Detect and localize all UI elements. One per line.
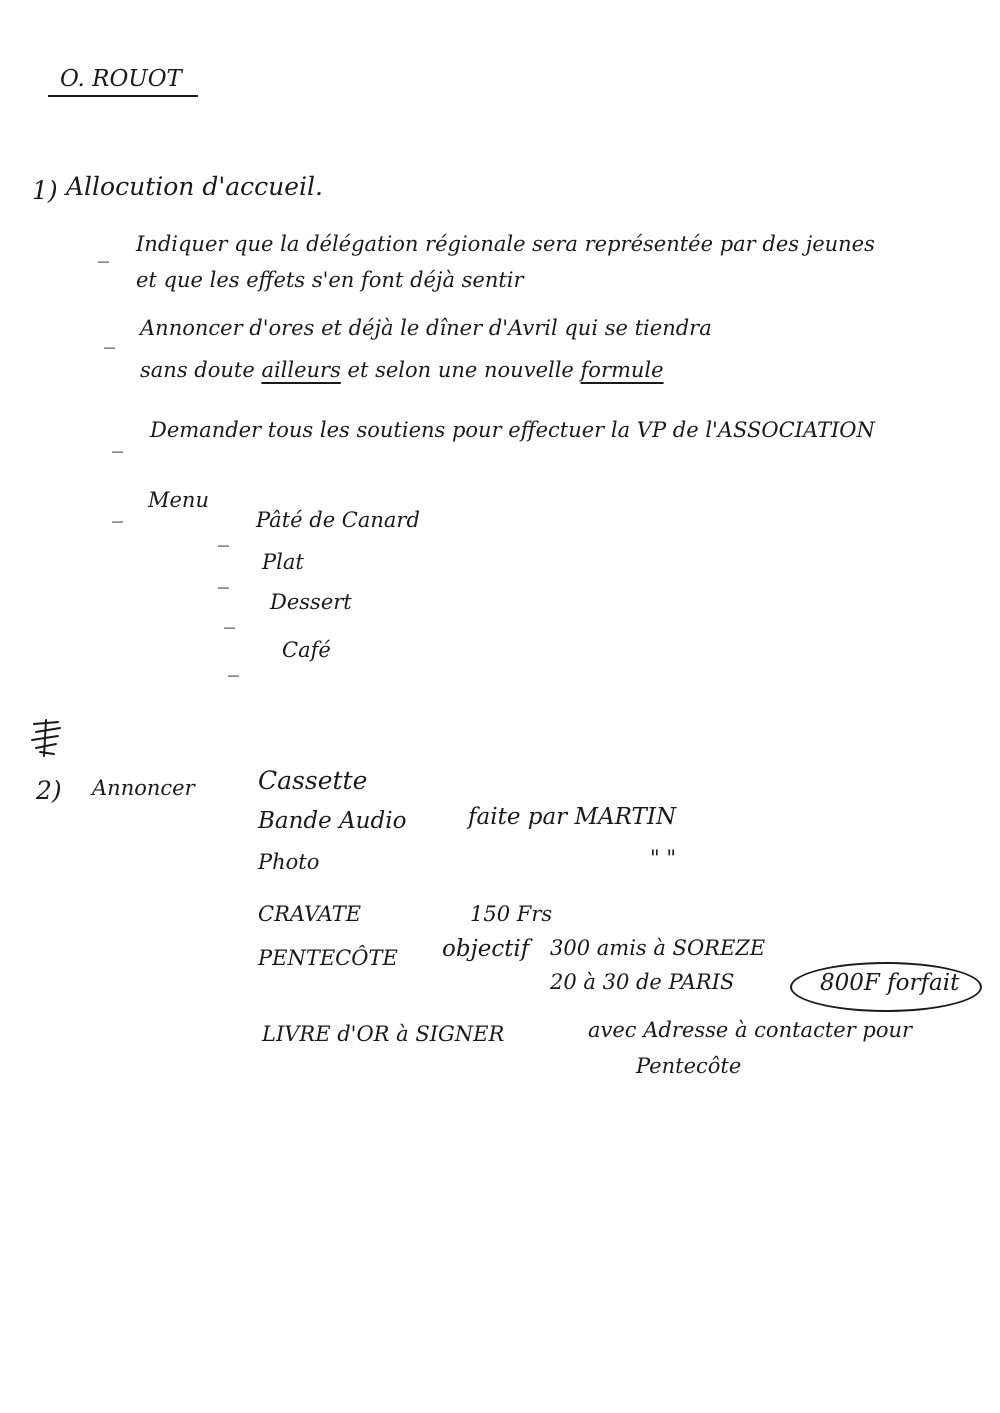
item-pentecote-line2: 20 à 30 de PARIS xyxy=(550,970,735,994)
item-pentecote-line1: 300 amis à SOREZE xyxy=(550,936,766,960)
item-livre-dor-line1: avec Adresse à contacter pour xyxy=(588,1018,913,1042)
bullet2-line2 xyxy=(140,360,664,381)
bullet2-dash: _ xyxy=(104,324,115,349)
author-underline xyxy=(48,95,198,97)
menu-label: Menu xyxy=(148,488,209,512)
scribble-mark xyxy=(28,718,64,758)
bullet1-line2: et que les effets s'en font déjà sentir xyxy=(136,268,524,292)
section2-title: Annoncer xyxy=(92,776,195,800)
section1-title: Allocution d'accueil. xyxy=(66,172,323,201)
menu-item4-dash: _ xyxy=(228,652,239,677)
item-cravate: CRAVATE xyxy=(258,902,362,926)
menu-item3: Dessert xyxy=(270,590,352,614)
bullet2-underlined-word-1: ailleurs xyxy=(261,358,341,382)
bullet3-dash: _ xyxy=(112,428,123,453)
item-bande-audio: Bande Audio xyxy=(258,808,407,834)
item-photo-ditto: " " xyxy=(650,846,676,870)
bullet2-line1: Annoncer d'ores et déjà le dîner d'Avril qui se tiendra xyxy=(140,316,712,340)
item-bande-audio-note: faite par MARTIN xyxy=(468,804,677,830)
bullet1-dash: _ xyxy=(98,238,109,263)
menu-item1: Pâté de Canard xyxy=(256,508,420,532)
menu-item3-dash: _ xyxy=(224,604,235,629)
menu-item4: Café xyxy=(282,638,331,662)
author-name: O. ROUOT xyxy=(60,66,182,92)
bullet1-line1: Indiquer que la délégation régionale sera représentée par des jeunes xyxy=(136,232,875,256)
item-pentecote: PENTECÔTE xyxy=(258,946,398,970)
item-cassette: Cassette xyxy=(258,766,368,795)
section1-number: 1) xyxy=(32,176,58,205)
menu-item2-dash: _ xyxy=(218,564,229,589)
item-livre-dor-line2: Pentecôte xyxy=(636,1054,742,1078)
bullet2-line2-part-a: sans doute xyxy=(140,358,262,382)
bullet3-line1: Demander tous les soutiens pour effectuer la VP de l'ASSOCIATION xyxy=(150,418,875,442)
item-pentecote-objectif: objectif xyxy=(442,936,530,962)
item-photo: Photo xyxy=(258,850,320,874)
item-livre-dor: LIVRE d'OR à SIGNER xyxy=(262,1022,505,1046)
menu-dash: _ xyxy=(112,498,123,523)
section2-number: 2) xyxy=(36,776,62,805)
bullet2-line2-part-c: et selon une nouvelle xyxy=(340,358,581,382)
menu-item2: Plat xyxy=(262,550,304,574)
item-cravate-price: 150 Frs xyxy=(470,902,553,926)
item-pentecote-circled: 800F forfait xyxy=(820,970,960,996)
menu-item1-dash: _ xyxy=(218,522,229,547)
bullet2-underlined-word-2: formule xyxy=(580,358,664,382)
